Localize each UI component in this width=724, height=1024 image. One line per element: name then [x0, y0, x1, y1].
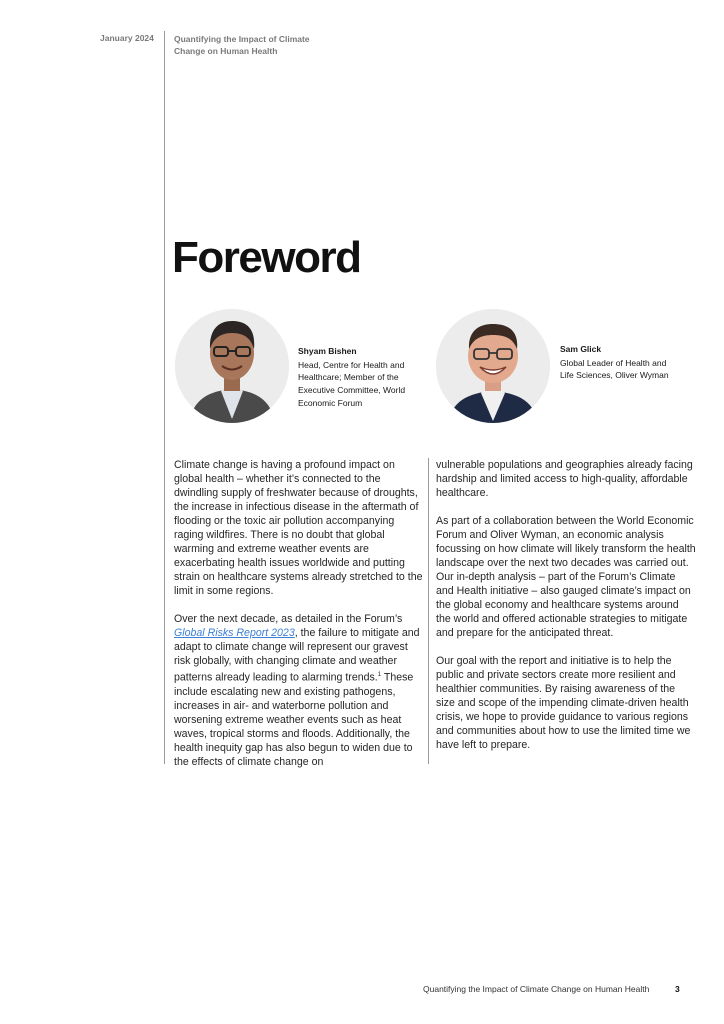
body-column-left: [174, 458, 424, 783]
author-role: Global Leader of Health and Life Sciences, Oliver Wyman: [560, 357, 669, 381]
page-number: 3: [675, 984, 680, 994]
paragraph: As part of a collaboration between the World Economic Forum and Oliver Wyman, an economic analysis focussing on how climate will likely transform the health landscape over the next two decades was carried out. Our in-depth analysis – part of the Forum’s Climate and Health initiative – also gauged climate’s impact on the global economy and healthcare systems around the world and offered actionable strategies to mitigate and prepare for the anticipated threat.: [436, 515, 696, 639]
paragraph-continuation: vulnerable populations and geographies already facing hardship and limited access to high-quality, affordable healthcare.: [436, 459, 693, 499]
paragraph-text: Over the next decade, as detailed in the Forum’s: [174, 613, 403, 625]
author-bio-sam-glick: [560, 343, 680, 382]
body-column-right: [436, 458, 696, 766]
page-heading: Foreword: [172, 233, 361, 282]
paragraph-text: , the failure to mitigate and adapt to climate change will represent our gravest risk globally, with changing climate and weather patterns already leading to alarming trends.: [174, 627, 420, 684]
paragraph: [174, 612, 424, 769]
author-name: Sam Glick: [560, 344, 602, 354]
author-photo-shyam-bishen: [175, 309, 289, 423]
author-bio-shyam-bishen: [298, 345, 428, 410]
column-rule: [428, 458, 429, 764]
paragraph-text: These include escalating new and existing pathogens, increases in air- and waterborne pollution and worsening extreme weather events such as heat waves, tropical storms and floods. Additionally, the health inequity gap has also begun to widen due to the effects of climate change on: [174, 671, 414, 768]
author-photo-sam-glick: [436, 309, 550, 423]
author-name: Shyam Bishen: [298, 346, 357, 356]
vertical-rule: [164, 31, 165, 764]
header-title: Quantifying the Impact of Climate Change on Human Health: [174, 34, 310, 56]
header-date: January 2024: [100, 33, 154, 43]
footer-title: Quantifying the Impact of Climate Change on Human Health: [423, 984, 650, 994]
footnote-marker: 1: [377, 672, 382, 678]
author-role: Head, Centre for Health and Healthcare; Member of the Executive Committee, World Economic Forum: [298, 359, 406, 408]
paragraph: Our goal with the report and initiative is to help the public and private sectors create more resilient and healthier communities. By raising awareness of the size and scope of the impending climate-driven health crisis, we hope to provide guidance to various regions and communities about how to use the limited time we have left to prepare.: [436, 655, 691, 751]
global-risks-report-link[interactable]: Global Risks Report 2023: [174, 627, 295, 639]
paragraph: Climate change is having a profound impact on global health – whether it’s connected to the dwindling supply of freshwater because of droughts, the increase in infectious disease in the aftermath of flooding or the toxic air pollution accompanying raging wildfires. There is no doubt that global warming and extreme weather events are exacerbating health issues worldwide and putting strain on healthcare systems already stretched to the limit in some regions.: [174, 459, 423, 597]
